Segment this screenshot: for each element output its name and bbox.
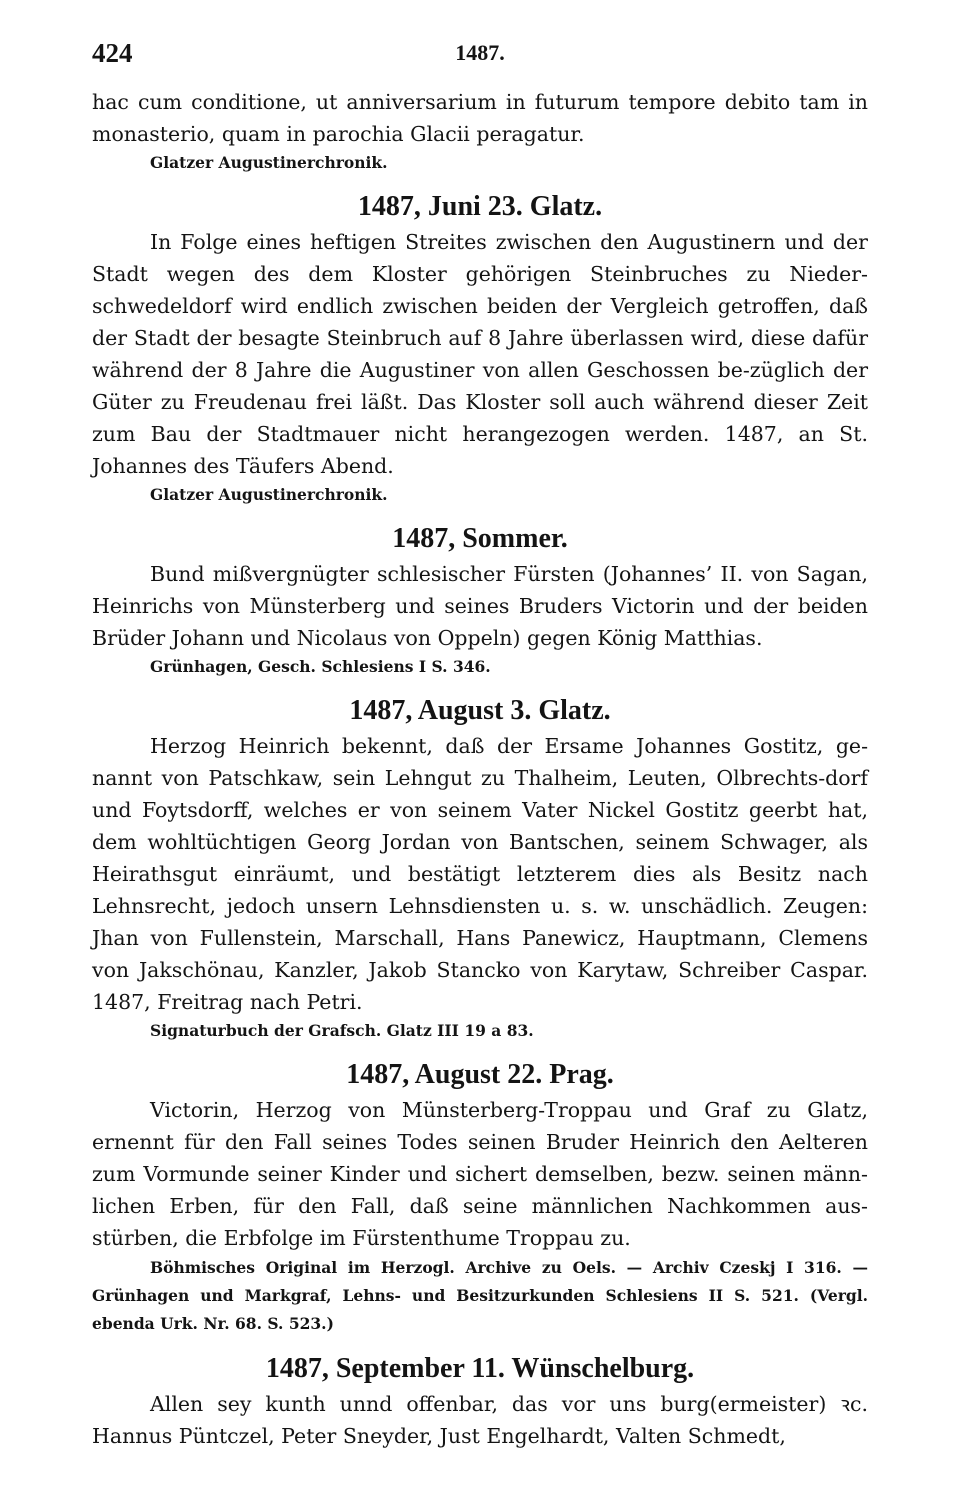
entry-text: Victorin, Herzog von Münsterberg-Troppau und Graf zu Glatz, ernennt für den Fall seines Todes seinen Bruder Heinrich den Aelteren zum Vormunde seiner Kinder und sichert demselben, bezw. seinen männ-lichen Erben, für den Fall, daß seine männlichen Nachkommen aus-stürben, die Erbfolge im Fürstenthume Troppau zu. bbox=[92, 1098, 868, 1250]
entry-heading: 1487, August 3. Glatz. bbox=[349, 695, 611, 726]
entry-1487-august-22 bbox=[92, 1058, 868, 1338]
entry-source: Grünhagen, Gesch. Schlesiens I S. 346. bbox=[150, 657, 491, 676]
entry-text: Allen sey kunth unnd offenbar, das vor uns burg(ermeister) ꝛc. Hannus Püntczel, Peter Sneyder, Just Engelhardt, Valten Schmedt, bbox=[92, 1392, 868, 1448]
page-header bbox=[92, 32, 868, 76]
entry-source: Glatzer Augustinerchronik. bbox=[150, 485, 388, 504]
intro-source: Glatzer Augustinerchronik. bbox=[150, 153, 388, 172]
page-number: 424 bbox=[92, 38, 133, 68]
intro-text: hac cum conditione, ut anniversarium in futurum tempore debito tam in monasterio, quam in parochia Glacii peragatur. bbox=[92, 90, 868, 146]
entry-text: Herzog Heinrich bekennt, daß der Ersame Johannes Gostitz, ge-nannt von Patschkaw, sein Lehngut zu Thalheim, Leuten, Olbrechts-dorf und Foytsdorff, welches er von seinem Vater Nickel Gostitz geerbt hat, dem wohltüchtigen Georg Jordan von Bantschen, seinem Schwager, als Heirathsgut einräumt, und bestätigt letzterem dies als Besitz nach Lehnsrecht, jedoch unsern Lehnsdiensten u. s. w. unschädlich. Zeugen: Jhan von Fullenstein, Marschall, Hans Panewicz, Hauptmann, Clemens von Jakschönau, Kanzler, Jakob Stancko von Karytaw, Schreiber Caspar. 1487, Freitrag nach Petri. bbox=[92, 734, 868, 1014]
entry-source: Signaturbuch der Grafsch. Glatz III 19 a 83. bbox=[150, 1021, 534, 1040]
document-page bbox=[92, 32, 868, 1452]
entry-text: Bund mißvergnügter schlesischer Fürsten (Johannes’ II. von Sagan, Heinrichs von Münsterberg und seines Bruders Victorin und der beiden Brüder Johann und Nicolaus von Oppeln) gegen König Matthias. bbox=[92, 562, 868, 650]
entry-1487-august-3 bbox=[92, 694, 868, 1044]
entry-1487-september-11 bbox=[92, 1352, 868, 1452]
entry-heading: 1487, August 22. Prag. bbox=[346, 1059, 614, 1090]
intro-continuation bbox=[92, 86, 868, 176]
entry-source: Böhmisches Original im Herzogl. Archive zu Oels. — Archiv Czeskj I 316. — Grünhagen und Markgraf, Lehns- und Besitzurkunden Schlesiens II S. 521. (Vergl. ebenda Urk. Nr. 68. S. 523.) bbox=[92, 1258, 868, 1333]
entry-1487-sommer bbox=[92, 522, 868, 680]
running-head: 1487. bbox=[455, 40, 505, 65]
entry-heading: 1487, Sommer. bbox=[392, 523, 568, 554]
entry-heading: 1487, September 11. Wünschelburg. bbox=[265, 1353, 695, 1384]
entry-text: In Folge eines heftigen Streites zwischen den Augustinern und der Stadt wegen des dem Kloster gehörigen Steinbruches zu Nieder-schwedeldorf wird endlich zwischen beiden der Vergleich getroffen, daß der Stadt der besagte Steinbruch auf 8 Jahre überlassen wird, diese dafür während der 8 Jahre die Augustiner von allen Geschossen be-züglich der Güter zu Freudenau frei läßt. Das Kloster soll auch während dieser Zeit zum Bau der Stadtmauer nicht herangezogen werden. 1487, an St. Johannes des Täufers Abend. bbox=[92, 230, 868, 478]
entry-heading: 1487, Juni 23. Glatz. bbox=[357, 191, 603, 222]
entry-1487-juni-23 bbox=[92, 190, 868, 508]
